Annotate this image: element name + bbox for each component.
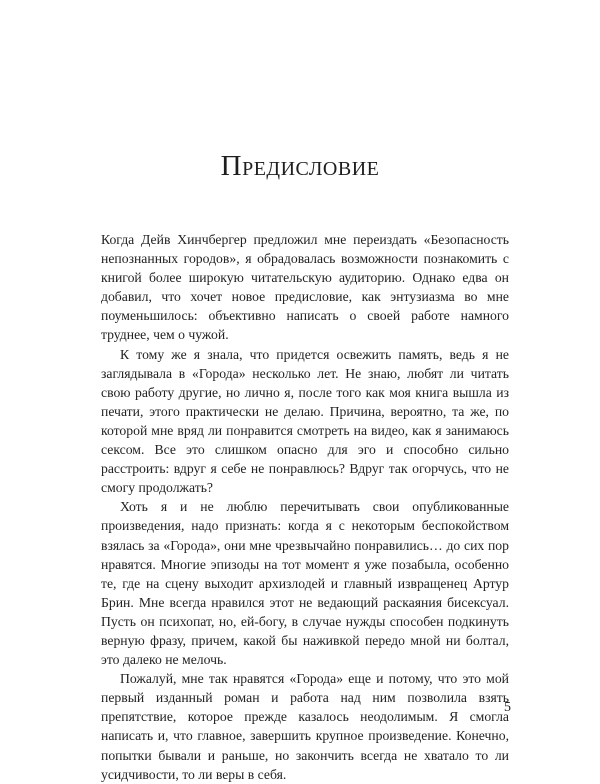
paragraph: Пожалуй, мне так нравятся «Города» еще и потому, что это мой первый изданный роман и работа над ним позволила взять препятствие, которое прежде казалось неодолимым. Я смогла написать и, что главное, завершить крупное произведение. Конечно, попытки бывали и раньше, но закончить всегда не хватало то ли усидчивости, то ли веры в себя. — [101, 671, 509, 782]
page-number: 5 — [504, 700, 511, 715]
chapter-title: Предисловие — [220, 150, 380, 182]
paragraph: Когда Дейв Хинчбергер предложил мне переиздать «Безопасность непознанных городов», я обрадовалась возможности познакомить с книгой более широкую читательскую аудиторию. Однако едва он добавил, что хочет новое предисловие, как энтузиазма во мне поуменьшилось: объективно написать о своей работе намного труднее, чем о чужой. — [101, 232, 509, 343]
body-text — [101, 230, 509, 784]
paragraph: Хоть я и не люблю перечитывать свои опубликованные произведения, надо признать: когда я с некоторым беспокойством взялась за «Города», они мне чрезвычайно понравились… до сих пор нравятся. Многие эпизоды на тот момент я уже позабыла, особенно те, где на сцену выходит архизлодей и главный извращенец Артур Брин. Мне всегда нравился этот не ведающий раскаяния бисексуал. Пусть он психопат, но, ей-богу, в случае нужды способен подкинуть верную фразу, причем, какой бы наживкой передо мной ни болтал, это далеко не мелочь. — [101, 499, 509, 668]
paragraph: К тому же я знала, что придется освежить память, ведь я не заглядывала в «Города» несколько лет. Не знаю, любят ли читать свою работу другие, но лично я, после того как моя книга вышла из печати, этого практически не делаю. Причина, вероятно, та же, по которой мне вряд ли понравится смотреть на видео, как я занимаюсь сексом. Все это слишком опасно для эго и способно сильно расстроить: вдруг я себе не понравлюсь? Вдруг так огорчусь, что не смогу продолжать? — [101, 346, 509, 496]
